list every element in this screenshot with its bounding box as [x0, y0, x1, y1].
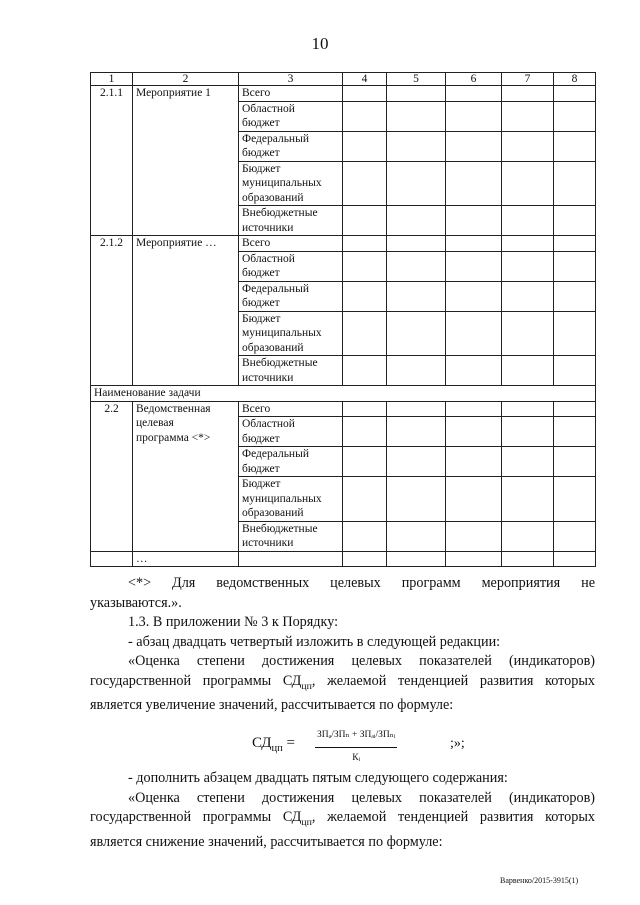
column-header: 8	[554, 73, 596, 86]
value-cell	[343, 281, 387, 311]
value-cell	[387, 131, 446, 161]
funding-source	[239, 281, 343, 311]
column-header: 7	[502, 73, 554, 86]
table-row	[91, 86, 596, 102]
paragraph-assessment-a1: «Оценка степени достижения целевых показателей (индикаторов)	[128, 653, 595, 669]
value-cell	[387, 206, 446, 236]
value-cell	[554, 101, 596, 131]
funding-source	[239, 447, 343, 477]
value-cell	[387, 477, 446, 522]
row-number: 2.2	[91, 401, 133, 551]
footnote-line-1: <*> Для ведомственных целевых программ мероприятия не	[128, 575, 595, 591]
value-cell	[446, 206, 502, 236]
formula	[90, 726, 595, 763]
funding-source-line: Всего	[242, 87, 271, 99]
measure-name-line: Ведомственная	[136, 402, 211, 415]
empty-cell	[554, 551, 596, 567]
value-cell	[554, 251, 596, 281]
value-cell	[446, 161, 502, 206]
empty-cell	[239, 551, 343, 567]
funding-source	[239, 86, 343, 102]
value-cell	[387, 101, 446, 131]
funding-source-line: источники	[242, 371, 294, 384]
value-cell	[343, 101, 387, 131]
value-cell	[446, 447, 502, 477]
measure-name-line: Мероприятие 1	[136, 87, 211, 99]
formula-tail: ;»;	[450, 736, 465, 752]
value-cell	[554, 86, 596, 102]
table-row	[91, 401, 596, 417]
table-row	[91, 236, 596, 252]
funding-source-line: Федеральный	[242, 282, 309, 295]
value-cell	[387, 281, 446, 311]
formula-lhs: $СД_{цп}$ =	[252, 735, 295, 755]
value-cell	[446, 311, 502, 356]
column-header: 6	[446, 73, 502, 86]
funding-source-line: Областной	[242, 102, 295, 115]
measure-name-line: Мероприятие …	[136, 237, 217, 249]
value-cell	[343, 311, 387, 356]
value-cell	[343, 131, 387, 161]
value-cell	[446, 236, 502, 252]
measure-name	[133, 401, 239, 551]
funding-source-line: бюджет	[242, 432, 280, 445]
row-number: 2.1.2	[91, 236, 133, 386]
ellipsis-row	[91, 551, 596, 567]
funding-source	[239, 311, 343, 356]
footnote-line-2: указываются.».	[90, 594, 182, 611]
value-cell	[387, 447, 446, 477]
funding-source-line: Федеральный	[242, 132, 309, 145]
funding-source	[239, 251, 343, 281]
funding-source-line: бюджет	[242, 267, 280, 279]
value-cell	[554, 417, 596, 447]
measure-name	[133, 236, 239, 386]
paragraph-item-25: - дополнить абзацем двадцать пятым следующего содержания:	[128, 770, 508, 787]
empty-cell	[387, 551, 446, 567]
row-number: 2.1.1	[91, 86, 133, 236]
value-cell	[502, 401, 554, 417]
paragraph-assessment-b1: «Оценка степени достижения целевых показателей (индикаторов)	[128, 789, 595, 806]
value-cell	[502, 86, 554, 102]
funding-source-line: муниципальных	[242, 327, 322, 339]
funding-source-line: образований	[242, 191, 304, 204]
value-cell	[446, 101, 502, 131]
empty-cell	[343, 551, 387, 567]
funding-source-line: Всего	[242, 402, 271, 415]
funding-source-line: Бюджет	[242, 162, 281, 175]
funding-source-line: бюджет	[242, 462, 280, 475]
paragraph-item-24: - абзац двадцать четвертый изложить в следующей редакции:	[128, 633, 501, 650]
column-header: 3	[239, 73, 343, 86]
funding-source-line: муниципальных	[242, 177, 322, 189]
funding-source	[239, 477, 343, 522]
value-cell	[387, 236, 446, 252]
funding-source	[239, 236, 343, 252]
value-cell	[554, 311, 596, 356]
column-header: 1	[91, 73, 133, 86]
funding-source	[239, 161, 343, 206]
funding-source	[239, 101, 343, 131]
value-cell	[502, 281, 554, 311]
measure-name-line: целевая	[136, 417, 174, 429]
value-cell	[554, 477, 596, 522]
table-header-row	[91, 73, 596, 86]
funding-source-line: Всего	[242, 237, 271, 249]
value-cell	[343, 521, 387, 551]
value-cell	[343, 206, 387, 236]
value-cell	[387, 251, 446, 281]
value-cell	[502, 161, 554, 206]
value-cell	[387, 401, 446, 417]
funding-source-line: образований	[242, 507, 304, 519]
formula-fraction	[315, 726, 397, 768]
funding-source-line: Бюджет	[242, 478, 281, 490]
funding-source-line: Внебюджетные	[242, 522, 318, 535]
value-cell	[343, 477, 387, 522]
funding-source	[239, 356, 343, 386]
value-cell	[343, 417, 387, 447]
column-header: 5	[387, 73, 446, 86]
value-cell	[387, 417, 446, 447]
value-cell	[502, 417, 554, 447]
value-cell	[554, 521, 596, 551]
value-cell	[446, 521, 502, 551]
funding-source-line: Внебюджетные	[242, 357, 318, 369]
value-cell	[387, 311, 446, 356]
empty-cell	[91, 551, 133, 567]
value-cell	[554, 401, 596, 417]
funding-source-line: бюджет	[242, 117, 280, 129]
funding-source	[239, 417, 343, 447]
value-cell	[446, 131, 502, 161]
value-cell	[387, 86, 446, 102]
value-cell	[446, 417, 502, 447]
funding-source-line: Федеральный	[242, 448, 309, 460]
task-name: Наименование задачи	[91, 386, 596, 402]
value-cell	[343, 86, 387, 102]
value-cell	[446, 86, 502, 102]
value-cell	[343, 447, 387, 477]
budget-table	[90, 72, 596, 567]
column-header: 2	[133, 73, 239, 86]
value-cell	[387, 521, 446, 551]
funding-source-line: Областной	[242, 418, 295, 430]
value-cell	[502, 101, 554, 131]
paragraph-assessment-a2: государственной программы $СД_{цп}$, желаемой тенденцией развития которых	[90, 672, 595, 692]
paragraph-assessment-b2: государственной программы $СД_{цп}$, желаемой тенденцией развития которых	[90, 809, 595, 829]
value-cell	[502, 447, 554, 477]
funding-source-line: источники	[242, 537, 294, 549]
document-body	[90, 574, 595, 852]
funding-source-line: Бюджет	[242, 312, 281, 325]
value-cell	[502, 131, 554, 161]
value-cell	[343, 251, 387, 281]
value-cell	[554, 356, 596, 386]
empty-cell	[446, 551, 502, 567]
formula-numerator: ЗПₐ/ЗПₙ + ЗПₐᵢ/ЗПₙᵢ	[315, 726, 397, 748]
document-footer: Варвенко/2015-3915(1)	[500, 876, 579, 885]
value-cell	[554, 206, 596, 236]
funding-source	[239, 206, 343, 236]
funding-source	[239, 131, 343, 161]
funding-source-line: Внебюджетные	[242, 207, 318, 219]
funding-source-line: бюджет	[242, 147, 280, 159]
value-cell	[502, 311, 554, 356]
value-cell	[343, 236, 387, 252]
value-cell	[502, 477, 554, 522]
paragraph-assessment-b3: является снижение значений, рассчитывается по формуле:	[90, 833, 443, 850]
value-cell	[343, 161, 387, 206]
empty-cell	[502, 551, 554, 567]
funding-source-line: бюджет	[242, 297, 280, 309]
funding-source	[239, 521, 343, 551]
value-cell	[343, 401, 387, 417]
value-cell	[502, 356, 554, 386]
value-cell	[554, 161, 596, 206]
value-cell	[502, 521, 554, 551]
value-cell	[554, 131, 596, 161]
funding-source	[239, 401, 343, 417]
page-number: 10	[311, 34, 329, 53]
measure-name-line: программа <*>	[136, 431, 211, 444]
funding-source-line: источники	[242, 221, 294, 234]
value-cell	[502, 206, 554, 236]
value-cell	[387, 161, 446, 206]
measure-name	[133, 86, 239, 236]
funding-source-line: Областной	[242, 252, 295, 265]
funding-source-line: муниципальных	[242, 492, 322, 505]
paragraph-assessment-a3: является увеличение значений, рассчитывается по формуле:	[90, 696, 454, 713]
ellipsis-cell: …	[133, 551, 239, 567]
value-cell	[446, 356, 502, 386]
formula-denominator: Кᵢ	[352, 752, 361, 763]
value-cell	[343, 356, 387, 386]
value-cell	[446, 281, 502, 311]
funding-source-line: образований	[242, 341, 304, 354]
value-cell	[502, 236, 554, 252]
value-cell	[554, 236, 596, 252]
paragraph-1-3: 1.3. В приложении № 3 к Порядку:	[128, 614, 339, 630]
value-cell	[446, 477, 502, 522]
value-cell	[554, 281, 596, 311]
value-cell	[446, 251, 502, 281]
value-cell	[554, 447, 596, 477]
value-cell	[502, 251, 554, 281]
column-header: 4	[343, 73, 387, 86]
value-cell	[446, 401, 502, 417]
value-cell	[387, 356, 446, 386]
task-name-row	[91, 386, 596, 402]
